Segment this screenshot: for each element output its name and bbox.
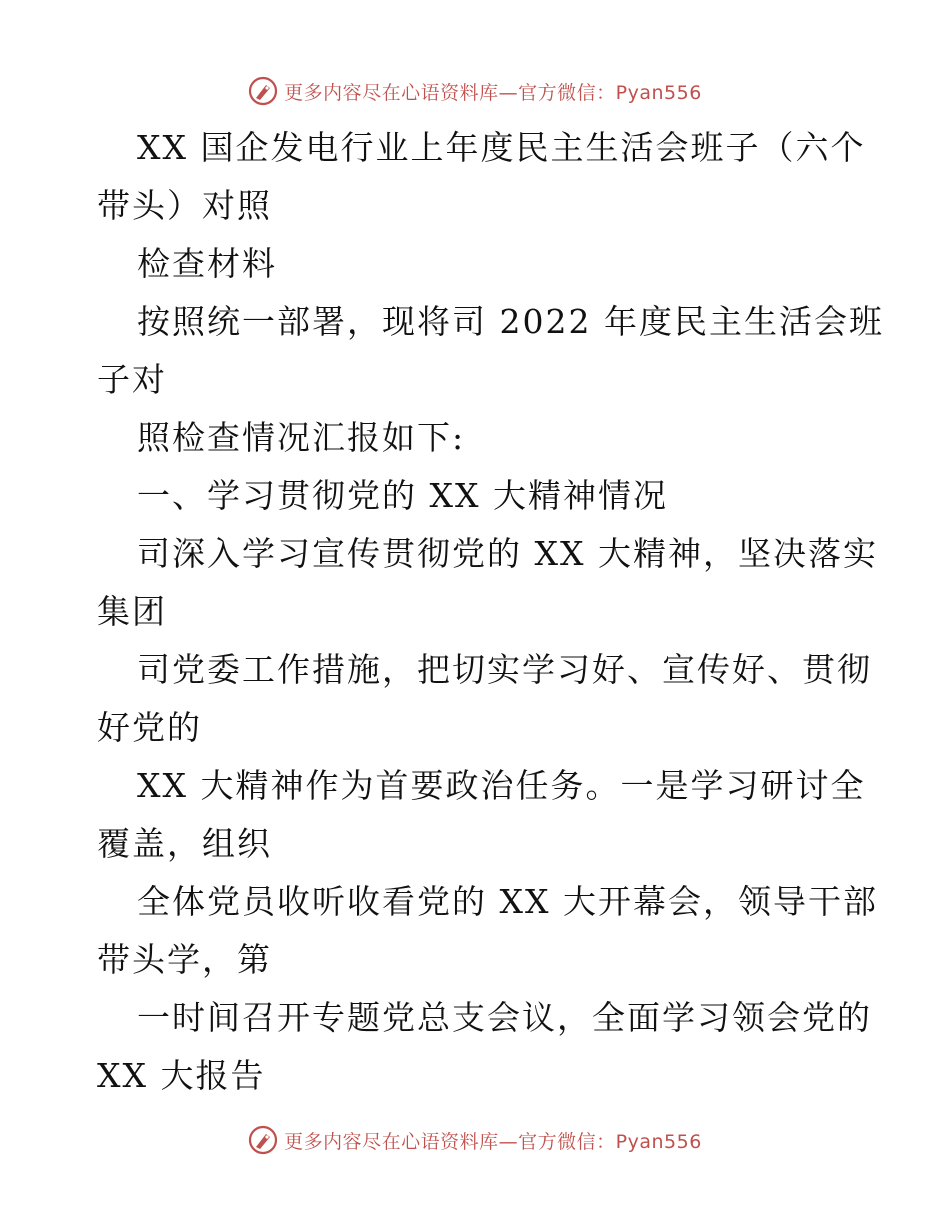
paragraph-line: 集团 bbox=[97, 592, 167, 631]
title-line-1: XX 国企发电行业上年度民主生活会班子（六个 bbox=[137, 128, 866, 167]
pen-nib-logo-icon bbox=[248, 1125, 278, 1155]
paragraph-line: 按照统一部署，现将司 2022 年度民主生活会班 bbox=[137, 302, 884, 341]
paragraph-line: 照检查情况汇报如下: bbox=[137, 418, 466, 457]
paragraph-line: XX 大报告 bbox=[97, 1056, 266, 1095]
paragraph-line: 带头学，第 bbox=[97, 940, 272, 979]
paragraph-line: 好党的 bbox=[97, 708, 202, 747]
footer-watermark-banner bbox=[0, 1120, 950, 1160]
paragraph-line: 子对 bbox=[97, 360, 167, 399]
section-heading: 一、学习贯彻党的 XX 大精神情况 bbox=[137, 476, 668, 515]
paragraph-line: 一时间召开专题党总支会议，全面学习领会党的 bbox=[137, 998, 872, 1037]
title-line-2: 带头）对照 bbox=[97, 186, 272, 225]
paragraph-line: 司党委工作措施，把切实学习好、宣传好、贯彻 bbox=[137, 650, 872, 689]
paragraph-line: 覆盖，组织 bbox=[97, 824, 272, 863]
watermark-text: 更多内容尽在心语资料库—官方微信：Pyan556 bbox=[284, 81, 702, 104]
pen-nib-logo-icon bbox=[248, 76, 278, 106]
title-line-3: 检查材料 bbox=[137, 244, 277, 283]
paragraph-line: 全体党员收听收看党的 XX 大开幕会，领导干部 bbox=[137, 882, 878, 921]
paragraph-line: 司深入学习宣传贯彻党的 XX 大精神，坚决落实 bbox=[137, 534, 878, 573]
watermark-text: 更多内容尽在心语资料库—官方微信：Pyan556 bbox=[284, 1130, 702, 1153]
paragraph-line: XX 大精神作为首要政治任务。一是学习研讨全 bbox=[137, 766, 866, 805]
header-watermark-banner bbox=[0, 71, 950, 111]
